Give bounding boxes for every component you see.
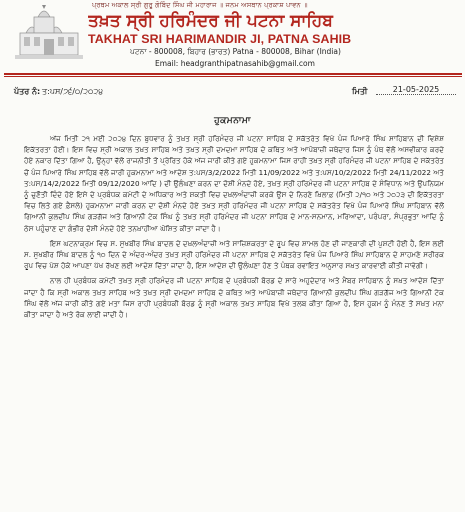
- gurdwara-emblem-icon: [12, 3, 86, 63]
- letterhead-divider: [4, 73, 462, 75]
- reference-number: ਤ:ਪਸ/੭੬/੦/੨੦੨੪: [42, 87, 103, 96]
- letterhead-title-punjabi: ਤਖ਼ਤ ਸ੍ਰੀ ਹਰਿਮੰਦਰ ਜੀ ਪਟਨਾ ਸਾਹਿਬ: [88, 11, 333, 31]
- letterhead-divider-thin: [4, 76, 462, 77]
- letterhead-email: Email: headgranthipatnasahib@gmail.com: [155, 59, 315, 68]
- date-value: 21-05-2025: [376, 85, 456, 95]
- paragraph: ਨਾਲ ਹੀ ਪ੍ਰਬੰਧਕ ਕਮੇਟੀ ਤਖ਼ਤ ਸ੍ਰੀ ਹਰਿਮੰਦਰ ਜੀ ਪਟਨਾ ਸਾਹਿਬ ਦੇ ਪ੍ਰਬੰਧਕੀ ਬੋਰਡ ਦੇ ਸਾਰੇ ਅਹੁਦੇਦਾਰ ਅਤੇ ਮੈਂਬਰ ਸਾਹਿਬਾਨ ਨੂੰ ਸਖ਼ਤ ਆਦੇਸ਼ ਦਿੱਤਾ ਜਾਂਦਾ ਹੈ ਕਿ ਸ੍ਰੀ ਅਕਾਲ ਤਖ਼ਤ ਸਾਹਿਬ ਅਤੇ ਤਖ਼ਤ ਸ੍ਰੀ ਦਮਦਮਾ ਸਾਹਿਬ ਦੇ ਕਥਿਤ ਅਤੇ ਆਪੋਬਾਜ਼ੀ ਜਥੇਦਾਰ ਗਿਆਨੀ ਕੁਲਦੀਪ ਸਿੰਘ ਗੜਗੱਜ ਅਤੇ ਗਿਆਨੀ ਟੇਕ ਸਿੰਘ ਵੱਲੋਂ ਅੱਜ ਜਾਰੀ ਕੀਤੇ ਗਏ ਮਤਾ ਜਿਸ ਰਾਹੀਂ ਪ੍ਰਬੰਧਕੀ ਬੋਰਡ ਨੂੰ ਸ੍ਰੀ ਅਕਾਲ ਤਖ਼ਤ ਸਾਹਿਬ ਵਿਖੇ ਤਲਬ ਕੀਤਾ ਗਿਆ ਹੈ, ਇਸ ਹੁਕਮ ਨੂੰ ਮੰਨਣ ਤੋਂ ਸਖ਼ਤ ਮਨਾ ਕੀਤਾ ਜਾਂਦਾ ਹੈ ਅਤੇ ਰੋਕ ਲਾਈ ਜਾਂਦੀ ਹੈ।: [24, 276, 444, 320]
- letterhead-title-english: TAKHAT SRI HARIMANDIR JI, PATNA SAHIB: [88, 32, 352, 46]
- letterhead-address: ਪਟਨਾ - 800008, ਬਿਹਾਰ (ਭਾਰਤ) Patna - 800008, Bihar (India): [130, 47, 341, 56]
- paragraph: ਅੱਜ ਮਿਤੀ ੨੧ ਮਈ ੨੦੨੪ ਦਿਨ ਬੁਧਵਾਰ ਨੂੰ ਤਖ਼ਤ ਸ੍ਰੀ ਹਰਿਮੰਦਰ ਜੀ ਪਟਨਾ ਸਾਹਿਬ ਦੇ ਸਕੱਤਰੇਤ ਵਿਖੇ ਪੰਜ ਪਿਆਰੇ ਸਿੰਘ ਸਾਹਿਬਾਨ ਦੀ ਵਿਸ਼ੇਸ਼ ਇਕੱਤਰਤਾ ਹੋਈ। ਇਸ ਵਿਚ ਸ੍ਰੀ ਅਕਾਲ ਤਖ਼ਤ ਸਾਹਿਬ ਅਤੇ ਤਖ਼ਤ ਸ੍ਰੀ ਦਮਦਮਾ ਸਾਹਿਬ ਦੇ ਕਥਿਤ ਅਤੇ ਆਪੋਬਾਜ਼ੀ ਜਥੇਦਾਰ ਜਿਸ ਨੂੰ ਪੰਥ ਵੱਲੋਂ ਅਸਵੀਕਾਰ ਕਰਦੇ ਹੋਏ ਨਕਾਰ ਦਿੱਤਾ ਗਿਆ ਹੈ, ਉਨ੍ਹਾਂ ਵੱਲੋਂ ਰਾਜਨੀਤੀ ਤੋਂ ਪ੍ਰੇਰਿਤ ਹੋਕੇ ਅੱਜ ਜਾਰੀ ਕੀਤੇ ਗਏ ਹੁਕਮਨਾਮਾ ਜਿਸ ਰਾਹੀਂ ਤਖ਼ਤ ਸ੍ਰੀ ਹਰਿਮੰਦਰ ਜੀ ਪਟਨਾ ਸਾਹਿਬ ਦੇ ਸਕੱਤਰੇਤ ਚੋਂ ਪੰਜ ਪਿਆਰੇ ਸਿੰਘ ਸਾਹਿਬ ਵੱਲੋਂ ਜਾਰੀ ਹੁਕਮਨਾਮਾ ਅਤੇ ਆਦੇਸ਼ ਤ:ਪਸ/3/2/2022 ਮਿਤੀ 11/09/2022 ਅਤੇ ਤ:ਪਸ/10/2/2022 ਮਿਤੀ 24/11/2022 ਅਤੇ ਤ:ਪਸ/14/2/2022 ਮਿਤੀ 09/12/2020 ਆਦਿ ) ਦੀ ਉਲੰਘਣਾ ਕਰਨ ਦਾ ਦੋਸ਼ੀ ਮੰਨਦੇ ਹੋਏ, ਤਖ਼ਤ ਸ੍ਰੀ ਹਰਿਮੰਦਰ ਜੀ ਪਟਨਾ ਸਾਹਿਬ ਦੇ ਸੰਵਿਧਾਨ ਅਤੇ ਉਪਨਿਯਮ ਨੂੰ ਚੁਣੌਤੀ ਦਿੰਦੇ ਹੋਏ ਇਸੇ ਦੇ ਪ੍ਰਬੰਧਕ ਕਮੇਟੀ ਦੇ ਅਧਿਕਾਰ ਅਤੇ ਸ਼ਕਤੀ ਵਿਚ ਦਖ਼ਲਅੰਦਾਜ਼ੀ ਕਰਕੇ ਉਸ ਦੇ ਨਿਰਣੇ ਖ਼ਿਲਾਫ਼ (ਮਿਤੀ ੨/੧੦ ਅਤੇ ੨੦੨੩ ਦੀ ਇਕੱਤਰਤਾ ਵਿਚ ਲਿਤੇ ਗਏ ਫ਼ੈਸਲੇ) ਹੁਕਮਨਾਮਾ ਜਾਰੀ ਕਰਨ ਦਾ ਦੋਸ਼ੀ ਮੰਨਦੇ ਹੋਏ ਤਖ਼ਤ ਸ੍ਰੀ ਹਰਿਮੰਦਰ ਜੀ ਪਟਨਾ ਸਾਹਿਬ ਦੇ ਸਕੱਤਰੇਤ ਵਿਖੇ ਪੰਜ ਪਿਆਰੇ ਸਿੰਘ ਸਾਹਿਬਾਨ ਵੱਲੋਂ ਗਿਆਨੀ ਕੁਲਦੀਪ ਸਿੰਘ ਗੜਗੱਜ ਅਤੇ ਗਿਆਨੀ ਟੇਕ ਸਿੰਘ ਨੂੰ ਤਖ਼ਤ ਸ੍ਰੀ ਹਰਿਮੰਦਰ ਜੀ ਪਟਨਾ ਸਾਹਿਬ ਦੇ ਮਾਨ-ਸਨਮਾਨ, ਮਰਿਆਦਾ, ਪਰੰਪਰਾ, ਸੰਪ੍ਰਭੁਤਾ ਆਦਿ ਨੂੰ ਠੇਸ ਪਹੁੰਚਾਣ ਦਾ ਗੰਭੀਰ ਦੋਸ਼ੀ ਮੰਨਦੇ ਹੋਏ ਤਨਖ਼ਾਹੀਆ ਘੋਸ਼ਿਤ ਕੀਤਾ ਜਾਂਦਾ ਹੈ।: [24, 134, 444, 233]
- reference-label: ਪੱਤਰ ਨੰ:: [14, 87, 41, 96]
- date-label: ਮਿਤੀ: [352, 87, 368, 96]
- document-heading: ਹੁਕਮਨਾਮਾ: [214, 116, 251, 126]
- document-body: [24, 133, 444, 509]
- paragraph: ਇਸ ਘਟਨਾਕ੍ਰਮ ਵਿਚ ਸ. ਸੁਖਬੀਰ ਸਿੰਘ ਬਾਦਲ ਦੇ ਦਖ਼ਲਅੰਦਾਜ਼ੀ ਅਤੇ ਸਾਜ਼ਿਸ਼ਕਰਤਾ ਦੇ ਰੂਪ ਵਿਚ ਸ਼ਾਮਲ ਹੋਣ ਦੀ ਜਾਣਕਾਰੀ ਦੀ ਪੁਸ਼ਟੀ ਹੋਈ ਹੈ, ਇਸ ਲਈ ਸ. ਸੁਖਬੀਰ ਸਿੰਘ ਬਾਦਲ ਨੂੰ ੧੦ ਦਿਨ ਦੇ ਅੰਦਰ-ਅੰਦਰ ਤਖ਼ਤ ਸ੍ਰੀ ਹਰਿਮੰਦਰ ਜੀ ਪਟਨਾ ਸਾਹਿਬ ਦੇ ਸਕੱਤਰੇਤ ਵਿਖੇ ਪੰਜ ਪਿਆਰੇ ਸਿੰਘ ਸਾਹਿਬਾਨ ਦੇ ਸਾਹਮਣੇ ਸਰੀਰਕ ਰੂਪ ਵਿਚ ਪੇਸ਼ ਹੋਕੇ ਆਪਣਾ ਪੱਖ ਰੱਖਣ ਲਈ ਆਦੇਸ਼ ਦਿੱਤਾ ਜਾਂਦਾ ਹੈ, ਇਸ ਆਦੇਸ਼ ਦੀ ਉਲੰਘਣਾ ਹੋਣ ਤੇ ਪੰਥਕ ਰਵਾਇਤ ਅਨੁਸਾਰ ਸਖ਼ਤ ਕਾਰਵਾਈ ਕੀਤੀ ਜਾਵੇਗੀ।: [24, 238, 444, 271]
- letterhead-top-line: ਪ੍ਰਥਮ ਅਕਾਲ ਸ੍ਰੀ ਗੁਰੂ ਗੋਬਿੰਦ ਸਿੰਘ ਜੀ ਮਹਾਰਾਜ ॥ ਜਨਮ ਅਸਥਾਨ ਪ੍ਰਕਾਸ਼ ਪਾਵਨ ॥: [92, 1, 308, 9]
